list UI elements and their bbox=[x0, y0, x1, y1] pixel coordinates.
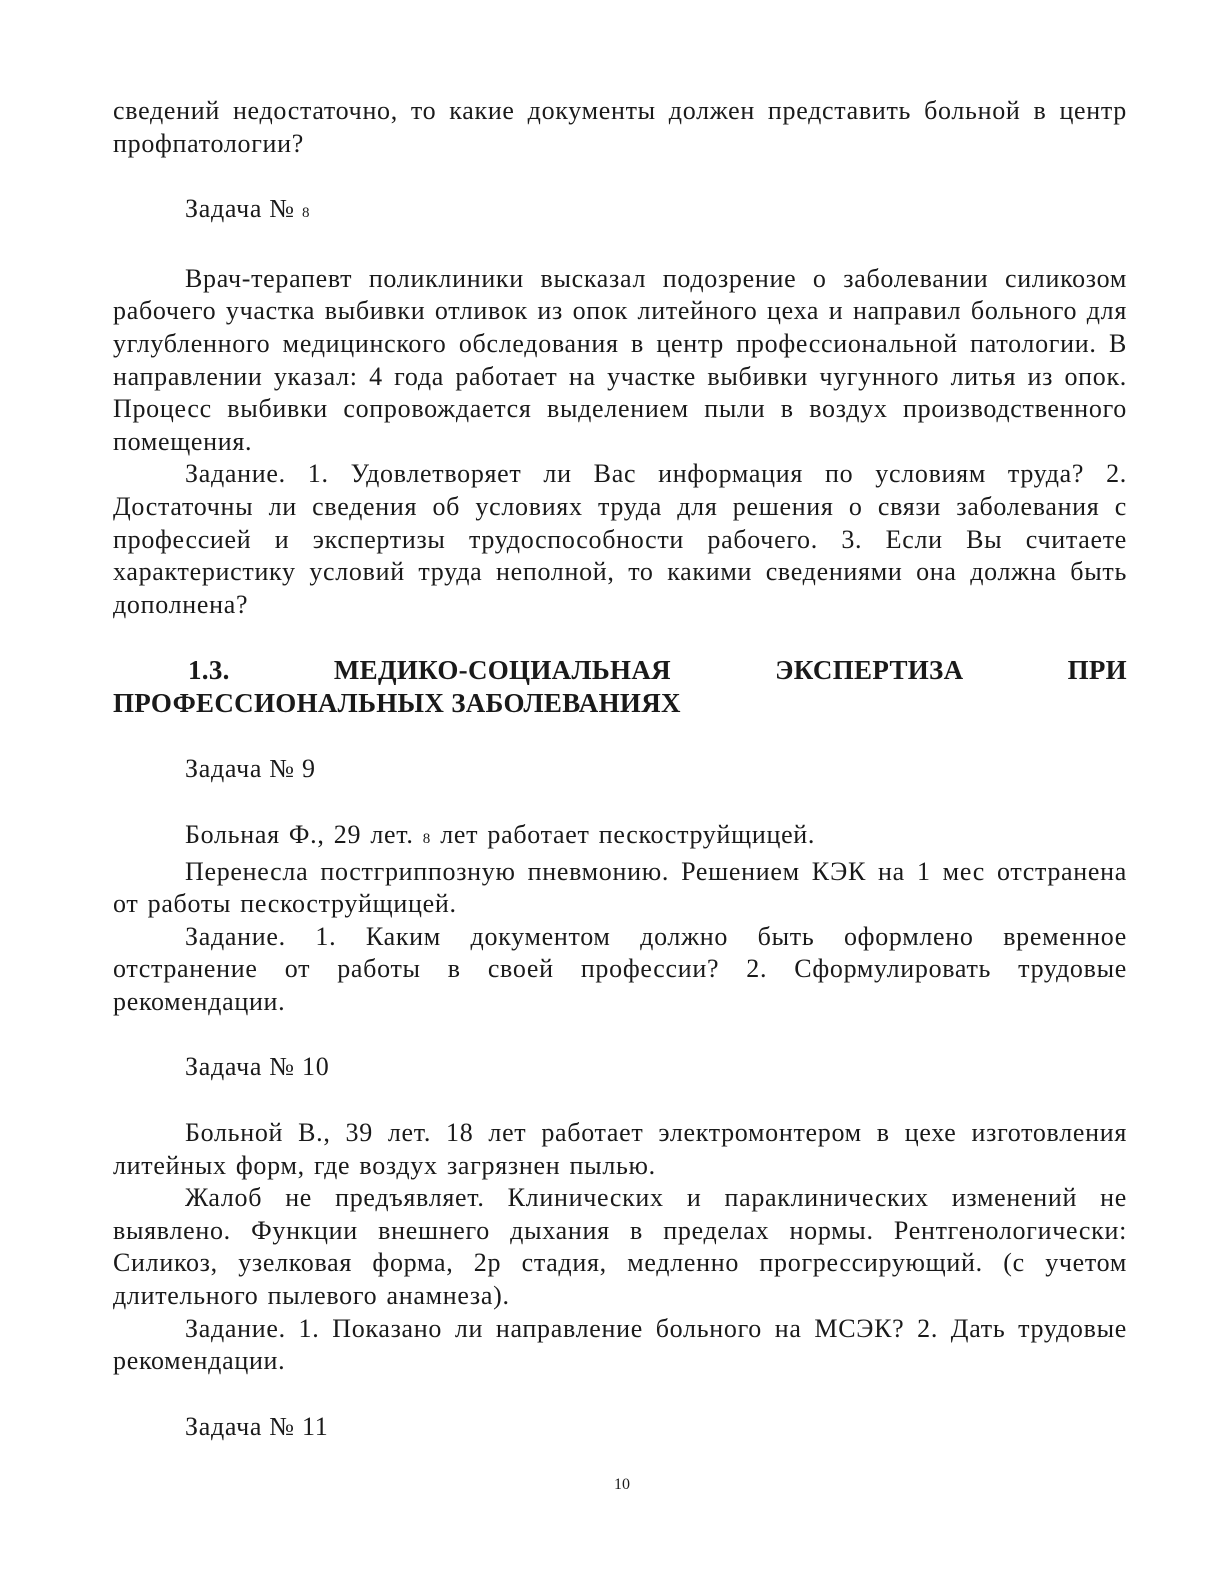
paragraph-continuation: сведений недостаточно, то какие документы должен представить больной в центр профпатологии? bbox=[113, 96, 1127, 158]
task-9-line-1 bbox=[113, 819, 1127, 856]
task-10-text: Жалоб не предъявляет. Клинических и параклинических изменений не выявлено. Функции внешнего дыхания в пределах нормы. Рентгенологически: Силикоз, узелковая форма, 2р стадия, медленно прогрессирующий. (с учетом длительного пылевого анамнеза). bbox=[113, 1183, 1127, 1311]
task-9-title: Задача № 9 bbox=[185, 754, 316, 784]
task-10-assignment: Задание. 1. Показано ли направление больного на МСЭК? 2. Дать трудовые рекомендации. bbox=[113, 1313, 1127, 1376]
section-word-2: ЭКСПЕРТИЗА bbox=[775, 655, 964, 686]
page-number: 10 bbox=[614, 1476, 630, 1493]
task-9-years-number: 8 bbox=[422, 830, 431, 847]
task-8-number: 8 bbox=[302, 205, 311, 222]
section-word-1: МЕДИКО-СОЦИАЛЬНАЯ bbox=[333, 655, 671, 686]
task-10-line-1: Больной В., 39 лет. 18 лет работает электромонтером в цехе изготовления литейных форм, где воздух загрязнен пылью. bbox=[113, 1118, 1127, 1180]
task-8-text: Врач-терапевт поликлиники высказал подозрение о заболевании силикозом рабочего участка выбивки отливок из опок литейного цеха и направил больного для углубленного медицинского обследования в центр профессиональной патологии. В направлении указал: 4 года работает на участке выбивки чугунного литья из опок. Процесс выбивки сопровождается выделением пыли в воздух производственного помещения. bbox=[113, 263, 1127, 456]
section-word-3: ПРИ bbox=[1067, 655, 1127, 686]
task-9-assignment: Задание. 1. Каким документом должно быть оформлено временное отстранение от работы в своей профессии? 2. Сформулировать трудовые рекомендации. bbox=[113, 921, 1127, 1016]
task-9-line-1-end: лет работает пескоструйщицей. bbox=[431, 819, 816, 849]
section-heading-line-2: ПРОФЕССИОНАЛЬНЫХ ЗАБОЛЕВАНИЯХ bbox=[113, 688, 681, 719]
task-8-title bbox=[113, 193, 1127, 230]
section-heading bbox=[113, 654, 1127, 720]
task-9-line-1-start: Больная Ф., 29 лет. bbox=[185, 819, 423, 849]
task-9-text: Перенесла постгриппозную пневмонию. Решением КЭК на 1 мес отстранена от работы пескоструйщицей. bbox=[113, 856, 1127, 919]
task-8-assignment: Задание. 1. Удовлетворяет ли Вас информация по условиям труда? 2. Достаточны ли сведения об условиях труда для решения о связи заболевания с профессией и экспертизы трудоспособности рабочего. 3. Если Вы считаете характеристику условий труда неполной, то какими сведениями она должна быть дополнена? bbox=[113, 459, 1127, 619]
task-11-title: Задача № 11 bbox=[185, 1411, 329, 1441]
page-content bbox=[113, 95, 1127, 1443]
task-8-title-label: Задача № bbox=[185, 194, 303, 224]
task-10-title: Задача № 10 bbox=[185, 1052, 330, 1082]
section-number: 1.3. bbox=[188, 655, 230, 686]
